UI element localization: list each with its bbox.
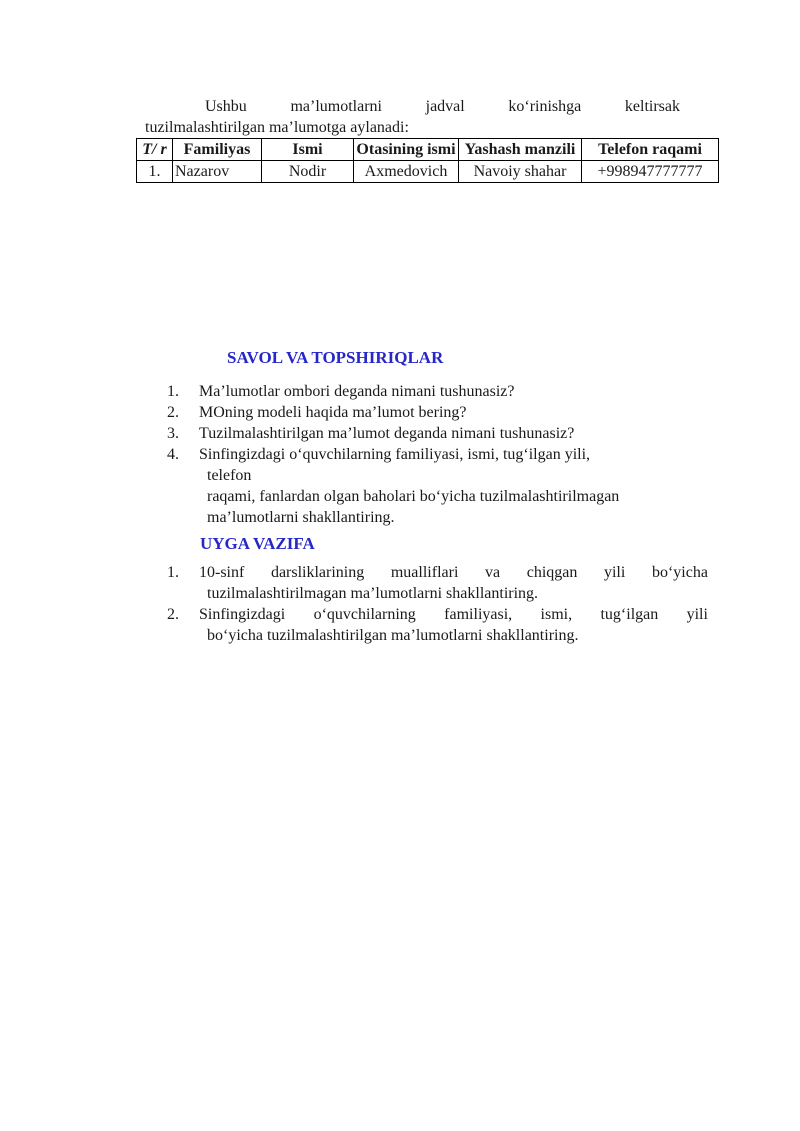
- list-word: ismi,: [540, 606, 573, 623]
- list-item: [167, 562, 708, 604]
- list-number: 4.: [167, 446, 179, 463]
- table-header-cell: T/ r: [137, 139, 173, 161]
- intro-word: ko‘rinishga: [508, 98, 582, 115]
- intro-line-1: [145, 96, 680, 117]
- list-word: bo‘yicha: [651, 564, 708, 581]
- table-header-cell: Ismi: [262, 139, 354, 161]
- list-text: Tuzilmalashtirilgan ma’lumot deganda nimani tushunasiz?: [199, 425, 575, 442]
- list-number: 1.: [167, 383, 179, 400]
- list-word: yili: [686, 606, 708, 623]
- list-text-continuation: raqami, fanlardan olgan baholari bo‘yicha tuzilmalashtirilmagan: [207, 488, 620, 505]
- table-cell: Nodir: [262, 161, 354, 183]
- section-heading-homework: UYGA VAZIFA: [200, 534, 315, 553]
- list-text: [199, 562, 708, 583]
- intro-line-2: tuzilmalashtirilgan ma’lumotga aylanadi:: [145, 119, 409, 136]
- table-header-cell: Yashash manzili: [459, 139, 582, 161]
- data-table: [136, 138, 719, 183]
- list-word: tug‘ilgan: [600, 606, 659, 623]
- list-text-continuation: bo‘yicha tuzilmalashtirilgan ma’lumotlarni shakllantiring.: [207, 627, 579, 644]
- list-text: MOning modeli haqida ma’lumot bering?: [199, 404, 467, 421]
- list-text: Ma’lumotlar ombori deganda nimani tushunasiz?: [199, 383, 515, 400]
- list-number: 1.: [167, 564, 179, 581]
- table-cell: Navoiy shahar: [459, 161, 582, 183]
- list-word: Sinfingizdagi: [199, 606, 286, 623]
- table-cell: Axmedovich: [354, 161, 459, 183]
- list-item: [167, 402, 687, 423]
- list-word: chiqgan: [526, 564, 578, 581]
- section-heading-questions: SAVOL VA TOPSHIRIQLAR: [227, 348, 444, 367]
- questions-list: [167, 381, 687, 528]
- table-row: [137, 161, 719, 183]
- list-word: mualliflari: [390, 564, 459, 581]
- table-header-row: [137, 139, 719, 161]
- list-item: [167, 444, 687, 528]
- list-word: darsliklarining: [270, 564, 365, 581]
- list-text-continuation: ma’lumotlarni shakllantiring.: [207, 509, 395, 526]
- intro-word: keltirsak: [624, 98, 680, 115]
- table-header-cell: Otasining ismi: [354, 139, 459, 161]
- intro-word: jadval: [425, 98, 465, 115]
- list-text: Sinfingizdagi o‘quvchilarning familiyasi, ismi, tug‘ilgan yili,: [199, 446, 591, 463]
- list-number: 3.: [167, 425, 179, 442]
- intro-word: ma’lumotlarni: [290, 98, 382, 115]
- intro-word: Ushbu: [205, 98, 247, 115]
- intro-paragraph: [145, 96, 680, 138]
- table-cell: Nazarov: [173, 161, 262, 183]
- list-word: o‘quvchilarning: [313, 606, 416, 623]
- list-text: [199, 604, 708, 625]
- table-header-cell: Familiyas: [173, 139, 262, 161]
- list-item: [167, 381, 687, 402]
- table-cell: 1.: [137, 161, 173, 183]
- table-header-cell: Telefon raqami: [582, 139, 719, 161]
- list-word: yili: [603, 564, 626, 581]
- list-text-continuation: telefon: [207, 467, 252, 484]
- list-word: 10-sinf: [199, 564, 245, 581]
- list-number: 2.: [167, 606, 179, 623]
- list-text-continuation: tuzilmalashtirilmagan ma’lumotlarni shakllantiring.: [207, 585, 539, 602]
- list-item: [167, 604, 708, 646]
- list-word: familiyasi,: [444, 606, 513, 623]
- list-number: 2.: [167, 404, 179, 421]
- table-cell: +998947777777: [582, 161, 719, 183]
- homework-list: [167, 562, 708, 646]
- list-item: [167, 423, 687, 444]
- list-word: va: [485, 564, 501, 581]
